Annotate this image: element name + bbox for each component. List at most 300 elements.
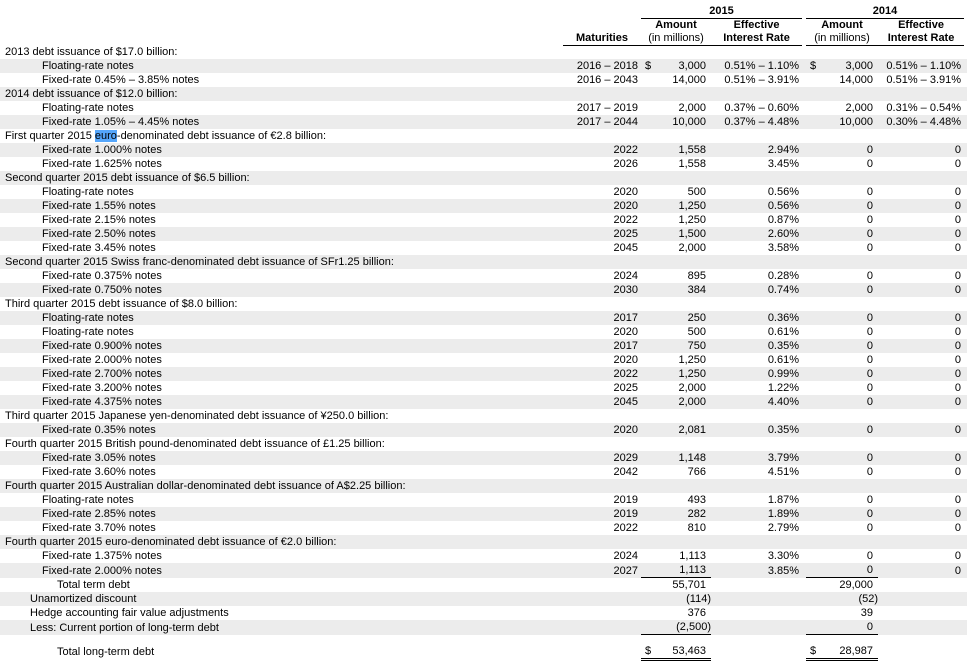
cell-currency-2015	[641, 101, 655, 115]
col-header-amount-2014: Amount	[821, 18, 863, 31]
spacer-row	[0, 635, 967, 644]
cell-currency-2015	[641, 606, 655, 620]
table-row	[0, 367, 967, 381]
cell-maturities	[563, 479, 641, 493]
cell-rate-2014: 0.51% – 1.10%	[886, 60, 962, 72]
table-row	[0, 620, 967, 635]
cell-rate-2015	[711, 45, 802, 59]
table-row	[0, 45, 967, 59]
cell-currency-2014	[806, 269, 820, 283]
table-row	[0, 241, 967, 255]
cell-rate-2014	[878, 535, 964, 549]
cell-label: 2014 debt issuance of $12.0 billion:	[5, 88, 178, 100]
cell-label: Fixed-rate 1.625% notes	[42, 158, 162, 170]
cell-amount-2015	[655, 171, 711, 185]
cell-amount-2014: 0	[820, 563, 878, 578]
cell-currency-2014	[806, 367, 820, 381]
cell-maturities: 2022	[613, 144, 638, 156]
cell-rate-2014	[878, 578, 964, 593]
cell-maturities: 2020	[613, 200, 638, 212]
col-header-amount-2015: Amount	[655, 18, 697, 31]
cell-maturities: 2029	[613, 452, 638, 464]
cell-label: Fourth quarter 2015 British pound-denominated debt issuance of £1.25 billion:	[5, 438, 385, 450]
cell-amount-2015: 376	[687, 607, 706, 619]
cell-currency-2015	[641, 592, 655, 606]
cell-rate-2014: 0	[954, 340, 962, 352]
col-header-effective-2015: Effective	[733, 18, 780, 31]
cell-amount-2014	[820, 171, 878, 185]
table-row	[0, 521, 967, 535]
cell-rate-2014: 0	[954, 158, 962, 170]
cell-rate-2015: 0.61%	[767, 326, 800, 338]
table-row	[0, 157, 967, 171]
col-header-year-2015: 2015	[641, 0, 802, 18]
cell-amount-2014: 0	[866, 550, 874, 562]
cell-label: Fixed-rate 0.45% – 3.85% notes	[42, 74, 200, 86]
cell-currency-2015	[641, 115, 655, 129]
cell-rate-2014	[878, 297, 964, 311]
cell-rate-2015: 0.99%	[767, 368, 800, 380]
cell-currency-2015	[641, 143, 655, 157]
cell-currency-2014	[806, 73, 820, 87]
table-row	[0, 101, 967, 115]
cell-amount-2015: 493	[687, 494, 706, 506]
cell-rate-2015: 0.36%	[767, 312, 800, 324]
cell-currency-2014	[806, 241, 820, 255]
cell-label: Fixed-rate 3.70% notes	[42, 522, 156, 534]
cell-maturities: 2016 – 2018	[576, 60, 638, 72]
cell-currency-2014	[806, 325, 820, 339]
cell-amount-2014: 0	[866, 368, 874, 380]
cell-currency-2015	[641, 255, 655, 269]
cell-rate-2015	[711, 535, 802, 549]
cell-amount-2015: (2,500)	[655, 620, 711, 635]
cell-rate-2014	[878, 644, 964, 660]
cell-amount-2014: 0	[866, 284, 874, 296]
cell-amount-2014: 0	[866, 242, 874, 254]
label-text: -denominated debt issuance of €2.8 billion:	[116, 130, 327, 142]
cell-label: Total term debt	[57, 579, 130, 591]
cell-amount-2014	[820, 437, 878, 451]
cell-amount-2014: 0	[866, 494, 874, 506]
cell-amount-2014: 0	[866, 214, 874, 226]
cell-currency-2014	[806, 171, 820, 185]
cell-label: Less: Current portion of long-term debt	[30, 621, 219, 634]
cell-maturities: 2020	[613, 326, 638, 338]
cell-amount-2014	[820, 129, 878, 143]
cell-maturities: 2017 – 2044	[576, 116, 638, 128]
header-spacer	[563, 18, 641, 32]
col-header-maturities: Maturities	[563, 32, 641, 46]
cell-currency-2014	[806, 521, 820, 535]
cell-label: Floating-rate notes	[42, 102, 134, 114]
cell-rate-2015: 0.51% – 1.10%	[724, 60, 800, 72]
table-row	[0, 549, 967, 563]
cell-amount-2014: 0	[866, 144, 874, 156]
cell-amount-2015: 500	[687, 326, 706, 338]
cell-maturities: 2020	[613, 424, 638, 436]
cell-maturities	[563, 606, 641, 620]
table-row	[0, 129, 967, 143]
cell-rate-2014	[878, 129, 964, 143]
cell-amount-2014	[820, 409, 878, 423]
cell-maturities: 2022	[613, 522, 638, 534]
table-row	[0, 143, 967, 157]
cell-rate-2014: 0	[954, 368, 962, 380]
cell-rate-2014: 0	[954, 466, 962, 478]
cell-rate-2014: 0	[954, 564, 962, 577]
spacer-cell	[0, 635, 967, 644]
cell-rate-2014	[878, 255, 964, 269]
cell-amount-2014: 0	[866, 228, 874, 240]
cell-label: Fixed-rate 2.000% notes	[42, 354, 162, 366]
table-row	[0, 451, 967, 465]
cell-label: Fixed-rate 2.85% notes	[42, 508, 156, 520]
cell-currency-2015	[641, 157, 655, 171]
cell-currency-2014	[806, 311, 820, 325]
cell-maturities: 2025	[613, 382, 638, 394]
table-row	[0, 255, 967, 269]
table-row	[0, 563, 967, 578]
cell-currency-2015	[641, 269, 655, 283]
cell-amount-2015: 2,000	[678, 242, 706, 254]
cell-currency-2015	[641, 578, 655, 593]
cell-currency-2014	[806, 129, 820, 143]
cell-label: Fixed-rate 1.55% notes	[42, 200, 156, 212]
table-row	[0, 227, 967, 241]
cell-amount-2014	[820, 479, 878, 493]
cell-maturities	[563, 297, 641, 311]
cell-currency-2015	[641, 409, 655, 423]
cell-amount-2014	[820, 45, 878, 59]
cell-rate-2015: 0.37% – 4.48%	[724, 116, 800, 128]
cell-currency-2014	[806, 143, 820, 157]
cell-label: Fixed-rate 1.375% notes	[42, 550, 162, 562]
cell-rate-2015: 0.56%	[767, 186, 800, 198]
table-row	[0, 409, 967, 423]
header-year-row	[0, 0, 967, 18]
cell-maturities: 2025	[613, 228, 638, 240]
cell-maturities: 2042	[613, 466, 638, 478]
cell-maturities: 2045	[613, 396, 638, 408]
cell-rate-2015: 2.60%	[767, 228, 800, 240]
table-row	[0, 297, 967, 311]
cell-rate-2014: 0	[954, 354, 962, 366]
cell-rate-2015	[711, 644, 802, 660]
cell-rate-2014: 0	[954, 186, 962, 198]
cell-currency-2015	[641, 73, 655, 87]
cell-maturities: 2024	[613, 550, 638, 562]
cell-rate-2014	[878, 45, 964, 59]
cell-currency-2015	[641, 521, 655, 535]
table-row	[0, 465, 967, 479]
table-row	[0, 592, 967, 606]
cell-rate-2015: 0.28%	[767, 270, 800, 282]
cell-maturities	[563, 129, 641, 143]
table-row	[0, 535, 967, 549]
cell-amount-2014: 28,987	[820, 644, 878, 660]
cell-amount-2015	[655, 437, 711, 451]
table-row	[0, 171, 967, 185]
cell-rate-2014: 0	[954, 284, 962, 296]
cell-label: Fixed-rate 2.700% notes	[42, 368, 162, 380]
cell-rate-2014	[878, 409, 964, 423]
cell-rate-2014: 0.30% – 4.48%	[886, 116, 962, 128]
cell-label: Floating-rate notes	[42, 186, 134, 198]
cell-label: Fixed-rate 0.900% notes	[42, 340, 162, 352]
cell-amount-2015: 1,558	[678, 158, 706, 170]
table-row	[0, 493, 967, 507]
cell-amount-2015	[655, 535, 711, 549]
cell-currency-2014	[806, 493, 820, 507]
cell-amount-2014: 0	[866, 452, 874, 464]
debt-table-body	[0, 45, 967, 659]
cell-currency-2014	[806, 465, 820, 479]
cell-label: Fixed-rate 4.375% notes	[42, 396, 162, 408]
cell-currency-2015	[641, 451, 655, 465]
cell-label: Fourth quarter 2015 euro-denominated debt issuance of €2.0 billion:	[5, 536, 337, 548]
cell-rate-2014: 0	[954, 494, 962, 506]
table-row	[0, 199, 967, 213]
cell-label: Fixed-rate 3.45% notes	[42, 242, 156, 254]
cell-currency-2015	[641, 563, 655, 578]
cell-amount-2014: 0	[820, 620, 878, 635]
cell-amount-2014: 0	[866, 200, 874, 212]
cell-label: Floating-rate notes	[42, 312, 134, 324]
table-row	[0, 423, 967, 437]
cell-currency-2014	[806, 199, 820, 213]
cell-currency-2015	[641, 395, 655, 409]
cell-currency-2014	[806, 395, 820, 409]
cell-currency-2015	[641, 227, 655, 241]
cell-label: Second quarter 2015 debt issuance of $6.5 billion:	[5, 172, 250, 184]
cell-rate-2015: 3.30%	[767, 550, 800, 562]
cell-label: Second quarter 2015 Swiss franc-denominated debt issuance of SFr1.25 billion:	[5, 256, 394, 268]
cell-rate-2014: 0	[954, 508, 962, 520]
table-row	[0, 395, 967, 409]
cell-maturities: 2017 – 2019	[576, 102, 638, 114]
cell-currency-2015	[641, 199, 655, 213]
cell-label: Fixed-rate 1.05% – 4.45% notes	[42, 116, 200, 128]
cell-maturities	[563, 171, 641, 185]
cell-currency-2015	[641, 620, 655, 635]
cell-amount-2015: 766	[687, 466, 706, 478]
cell-label: Unamortized discount	[30, 593, 137, 605]
cell-currency-2014	[806, 381, 820, 395]
cell-currency-2015	[641, 479, 655, 493]
cell-rate-2015	[711, 578, 802, 593]
table-row	[0, 507, 967, 521]
cell-amount-2015: 1,113	[679, 550, 706, 562]
cell-label: Fixed-rate 0.750% notes	[42, 284, 162, 296]
cell-amount-2015: 1,250	[678, 354, 706, 366]
cell-amount-2015	[655, 255, 711, 269]
table-row	[0, 325, 967, 339]
cell-currency-2015	[641, 87, 655, 101]
cell-amount-2015	[655, 409, 711, 423]
cell-amount-2015: 1,250	[678, 200, 706, 212]
cell-rate-2014: 0	[954, 312, 962, 324]
cell-currency-2014	[806, 620, 820, 635]
cell-maturities	[563, 644, 641, 660]
cell-rate-2015: 3.79%	[767, 452, 800, 464]
cell-amount-2014: 0	[866, 340, 874, 352]
cell-rate-2014	[878, 87, 964, 101]
cell-rate-2014	[878, 479, 964, 493]
cell-maturities: 2030	[613, 284, 638, 296]
cell-maturities	[563, 592, 641, 606]
cell-currency-2015	[641, 423, 655, 437]
cell-amount-2015: 55,701	[672, 579, 706, 591]
cell-label: Fourth quarter 2015 Australian dollar-denominated debt issuance of A$2.25 billion:	[5, 480, 406, 492]
cell-rate-2014: 0.51% – 3.91%	[886, 74, 962, 86]
cell-currency-2014	[806, 297, 820, 311]
col-header-inmillions-2015: (in millions)	[641, 32, 711, 46]
cell-amount-2015: 53,463	[655, 644, 711, 660]
cell-rate-2014	[878, 437, 964, 451]
cell-amount-2015: 895	[687, 270, 706, 282]
cell-amount-2014: 0	[866, 396, 874, 408]
cell-currency-2015	[641, 381, 655, 395]
cell-amount-2015: 10,000	[672, 116, 706, 128]
cell-maturities: 2020	[613, 354, 638, 366]
cell-amount-2014: 0	[866, 354, 874, 366]
cell-rate-2015: 4.40%	[767, 396, 800, 408]
cell-currency-2014	[806, 507, 820, 521]
cell-label: Total long-term debt	[57, 646, 155, 658]
cell-currency-2015	[641, 185, 655, 199]
cell-currency-2015	[641, 437, 655, 451]
cell-amount-2015	[655, 297, 711, 311]
table-row	[0, 213, 967, 227]
cell-amount-2014: 0	[866, 508, 874, 520]
cell-currency-2015	[641, 129, 655, 143]
cell-currency-2014	[806, 157, 820, 171]
table-row	[0, 311, 967, 325]
cell-currency-2015: $	[641, 644, 655, 660]
cell-amount-2015	[655, 87, 711, 101]
cell-currency-2015	[641, 297, 655, 311]
cell-amount-2014: 0	[866, 466, 874, 478]
cell-rate-2015: 0.61%	[767, 354, 800, 366]
cell-currency-2014	[806, 185, 820, 199]
cell-maturities	[563, 535, 641, 549]
cell-amount-2014: (52)	[858, 593, 879, 605]
header-sub-row-1	[0, 18, 967, 32]
cell-label: Hedge accounting fair value adjustments	[30, 607, 229, 619]
cell-amount-2015: 282	[687, 508, 706, 520]
cell-currency-2015	[641, 493, 655, 507]
cell-maturities: 2019	[613, 508, 638, 520]
cell-amount-2014	[820, 297, 878, 311]
table-row	[0, 73, 967, 87]
cell-rate-2015	[711, 409, 802, 423]
cell-amount-2014	[820, 535, 878, 549]
cell-rate-2014: 0	[954, 200, 962, 212]
cell-maturities: 2022	[613, 368, 638, 380]
table-row	[0, 479, 967, 493]
cell-currency-2015	[641, 535, 655, 549]
header-spacer	[0, 18, 563, 32]
table-row	[0, 185, 967, 199]
cell-currency-2015	[641, 325, 655, 339]
cell-amount-2015: (114)	[686, 593, 711, 605]
table-row	[0, 283, 967, 297]
label-text: First quarter 2015	[5, 130, 95, 142]
cell-amount-2015: 500	[687, 186, 706, 198]
cell-amount-2015	[655, 45, 711, 59]
cell-currency-2015	[641, 353, 655, 367]
cell-amount-2015: 2,000	[678, 396, 706, 408]
cell-currency-2015	[641, 213, 655, 227]
cell-label: Fixed-rate 2.50% notes	[42, 228, 156, 240]
cell-label: Fixed-rate 0.375% notes	[42, 270, 162, 282]
col-header-interestrate-2015: Interest Rate	[711, 32, 802, 46]
cell-currency-2015	[641, 45, 655, 59]
cell-rate-2014: 0.31% – 0.54%	[886, 102, 962, 114]
cell-rate-2015: 4.51%	[767, 466, 800, 478]
cell-maturities: 2020	[613, 186, 638, 198]
cell-rate-2015	[711, 171, 802, 185]
cell-amount-2015	[655, 479, 711, 493]
table-row	[0, 578, 967, 593]
cell-amount-2015: 2,000	[678, 382, 706, 394]
cell-rate-2015	[711, 479, 802, 493]
cell-rate-2015: 0.37% – 0.60%	[724, 102, 800, 114]
cell-currency-2014	[806, 423, 820, 437]
cell-rate-2014: 0	[954, 144, 962, 156]
cell-currency-2014	[806, 87, 820, 101]
cell-currency-2015	[641, 339, 655, 353]
cell-amount-2015: 384	[687, 284, 706, 296]
table-row	[0, 339, 967, 353]
cell-maturities	[563, 437, 641, 451]
cell-rate-2015: 3.85%	[767, 564, 800, 577]
cell-amount-2015: 3,000	[678, 60, 706, 72]
cell-currency-2014	[806, 227, 820, 241]
cell-rate-2015	[711, 87, 802, 101]
cell-amount-2015: 750	[687, 340, 706, 352]
cell-maturities: 2026	[613, 158, 638, 170]
table-row	[0, 353, 967, 367]
cell-currency-2014	[806, 606, 820, 620]
cell-rate-2015: 3.58%	[767, 242, 800, 254]
cell-rate-2014: 0	[954, 424, 962, 436]
cell-currency-2015	[641, 171, 655, 185]
cell-currency-2015: $	[645, 60, 652, 72]
header-sub-row-2	[0, 32, 967, 46]
cell-amount-2014: 0	[866, 326, 874, 338]
cell-label: Third quarter 2015 Japanese yen-denominated debt issuance of ¥250.0 billion:	[5, 410, 389, 422]
cell-currency-2014: $	[810, 60, 817, 72]
cell-rate-2015: 0.56%	[767, 200, 800, 212]
cell-amount-2015: 1,558	[678, 144, 706, 156]
cell-currency-2015	[641, 241, 655, 255]
cell-rate-2015	[711, 129, 802, 143]
cell-rate-2015: 1.22%	[767, 382, 800, 394]
cell-maturities: 2027	[613, 564, 638, 577]
cell-amount-2014: 39	[860, 607, 874, 619]
cell-currency-2014	[806, 283, 820, 297]
selected-text: euro	[94, 130, 117, 142]
cell-rate-2015	[711, 437, 802, 451]
cell-rate-2015: 0.35%	[767, 424, 800, 436]
cell-label: Fixed-rate 3.60% notes	[42, 466, 156, 478]
cell-label: Fixed-rate 3.200% notes	[42, 382, 162, 394]
cell-currency-2014	[806, 592, 820, 606]
cell-amount-2014: 0	[866, 158, 874, 170]
cell-maturities: 2024	[613, 270, 638, 282]
